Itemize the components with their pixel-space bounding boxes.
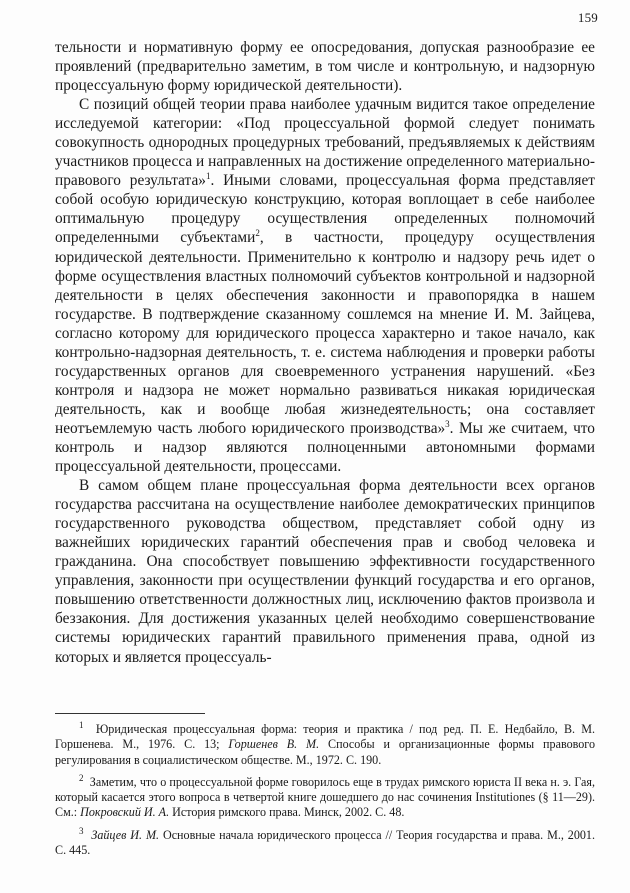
footnotes bbox=[55, 719, 596, 865]
footnote-number: 2 bbox=[79, 772, 84, 783]
footnote-mark: 3 bbox=[445, 418, 450, 429]
paragraph-text: В самом общем плане процессуальная форма деятельности всех органов государства рассчитана на осуществление наиболее демократических принципов государственного руководства обществом, представляет собой одну из важнейших юридических гарантий обеспечения прав и свобод человека и гражданина. Она способствует повышению эффективности государственного управления, законности при осуществлении функций государства и его органов, повышению ответственности должностных лиц, исключению фактов произвола и беззакония. Для достижения указанных целей необходимо совершенствование системы юридических гарантий правильного применения права, одной из которых и является процессуаль- bbox=[55, 477, 595, 666]
footnote-author: Покровский И. А. bbox=[80, 805, 170, 820]
footnote-divider bbox=[55, 713, 205, 714]
footnote-2 bbox=[55, 772, 595, 821]
footnote-number: 1 bbox=[79, 719, 84, 730]
paragraph-text: тельности и нормативную форму ее опосредования, допуская разнообразие ее проявлений (предварительно заметим, в том числе и контрольную, и надзорную процессуальную форму юридической деятельности). bbox=[55, 39, 595, 95]
paragraph-general bbox=[55, 476, 595, 666]
footnote-text: История римского права. Минск, 2002. С. 48. bbox=[169, 805, 405, 820]
footnote-text: Заметим, что о процессуальной форме говорилось еще в трудах римского юриста II века н. э. Гая, который касается этого вопроса в четвертой книге дошедшего до нас сочинения Institutiones (§ 11—29). См.: bbox=[55, 774, 595, 820]
footnote-text: Основные начала юридического процесса // Теория государства и права. М., 2001. С. 445. bbox=[55, 827, 596, 858]
main-text bbox=[55, 38, 595, 667]
footnote-author: Зайцев И. М. bbox=[91, 827, 160, 842]
footnote-mark: 1 bbox=[205, 171, 211, 182]
paragraph-definition: С позиций общей теории права наиболее удачным видится такое определение исследуемой категории: «Под процессуальной формой следует понимать совокупность однородных процедурных требований, предъявляемых к действиям участников процесса и направленных на достижение определенного материально-правового результата»$^1$. Иными словами, процессуальная форма представляет собой особую юридическую конструкцию, которая воплощает в себе наиболее оптимальную процедуру осуществления определенных полномочий определенными субъектами$^2$, в частности, процедуру осуществления юридической деятельности. Применительно к контролю и надзору речь идет о форме осуществления властных полномочий субъектов контрольной и надзорной деятельности в целях обеспечения законности и правопорядка в нашем государстве. В подтверждение сказанному сошлемся на мнение И. М. Зайцева, согласно которому для юридического процесса характерно и такое начало, как контрольно-надзорная деятельность, т. е. система наблюдения и проверки работы государственных органов для своевременного устранения нарушений. «Без контроля и надзора не может нормально развиваться никакая юридическая деятельность, как и вообще любая жизнедеятельность; она составляет неотъемлемую часть любого юридического производства»$^3$. Мы же считаем, что контроль и надзор являются полноценными автономными формами процессуальной деятельности, процессами. bbox=[55, 96, 595, 476]
paragraph-text: . Мы же считаем, что контроль и надзор являются полноценными автономными формами процессуальной деятельности, процессами. bbox=[55, 419, 595, 476]
paragraph-text: С позиций общей теории права наиболее удачным видится такое определение исследуемой категории: «Под процессуальной формой следует понимать совокупность однородных процедурных требований, предъявляемых к действиям участников процесса и направленных на достижение определенного материально-правового результата» bbox=[55, 96, 595, 190]
footnote-author: Горшенев В. М. bbox=[228, 737, 320, 752]
footnote-1 bbox=[55, 719, 596, 768]
paragraph-text: Иными словами, процессуальная форма представляет собой особую юридическую конструкцию, которая воплощает в себе наиболее оптимальную процедуру осуществления определенных полномочий определенными субъектами bbox=[55, 172, 595, 247]
footnote-text: Способы и организационные формы правового регулирования в социалистическом обществе. М., 1972. С. 190. bbox=[55, 737, 595, 767]
footnote-3 bbox=[55, 825, 596, 859]
paragraph-continuation bbox=[55, 38, 595, 95]
paragraph-text: , в частности, процедуру осуществления юридической деятельности. Применительно к контролю и надзору речь идет о форме осуществления властных полномочий субъектов контрольной и надзорной деятельности в целях обеспечения законности и правопорядка в нашем государстве. В подтверждение сказанному сошлемся на мнение И. М. Зайцева, согласно которому для юридического процесса характерно и такое начало, как контрольно-надзорная деятельность, т. е. система наблюдения и проверки работы государственных органов для своевременного устранения нарушений. «Без контроля и надзора не может нормально развиваться никакая юридическая деятельность, как и вообще любая жизнедеятельность; она составляет неотъемлемую часть любого юридического производства» bbox=[55, 229, 595, 437]
footnote-mark: 2 bbox=[255, 228, 260, 239]
footnote-text: Юридическая процессуальная форма: теория и практика / под ред. П. Е. Недбайло, В. М. Горшенева. М., 1976. С. 13; bbox=[55, 722, 596, 752]
footnote-number: 3 bbox=[79, 825, 84, 836]
page-number: 159 bbox=[577, 10, 598, 25]
